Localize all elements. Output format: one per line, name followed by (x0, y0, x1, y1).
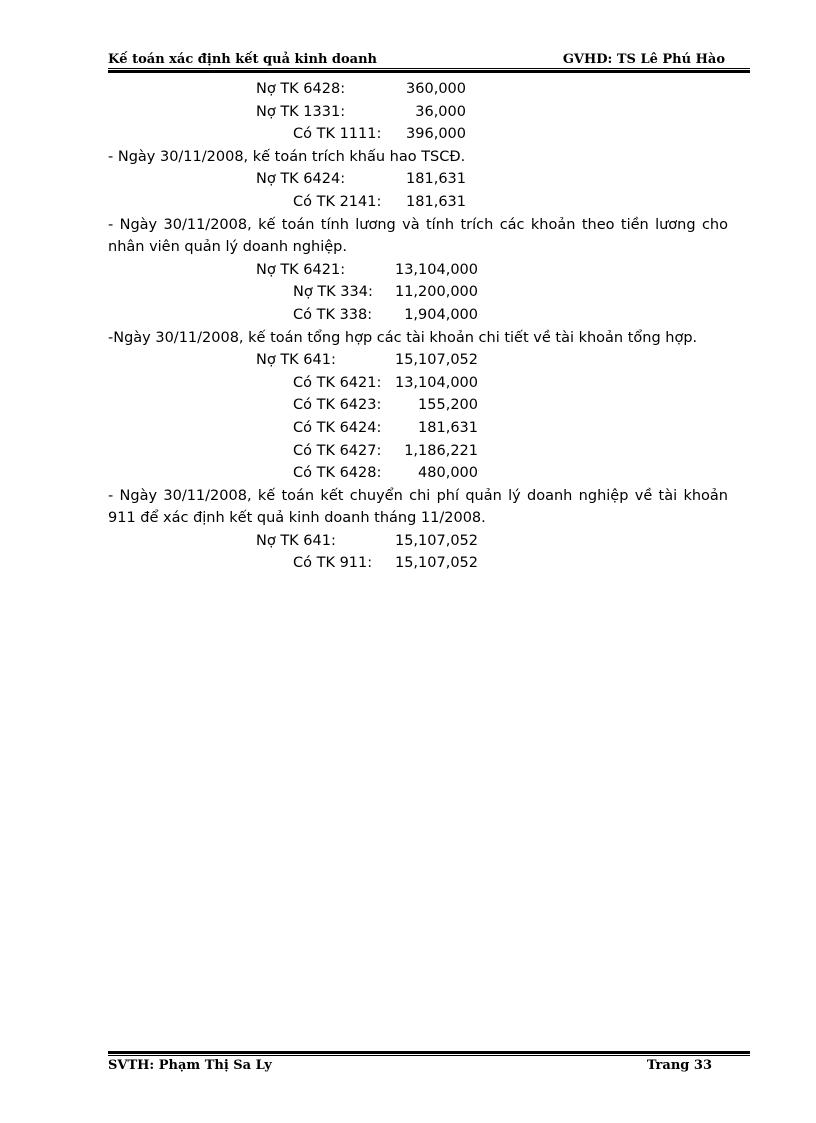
entry-amount: 13,104,000 (394, 261, 478, 278)
entry-account: Nợ TK 1331: (256, 103, 346, 120)
entry-amount: 181,631 (406, 171, 466, 188)
header-title: Kế toán xác định kết quả kinh doanh (108, 52, 378, 67)
entry-account: Có TK 338: (293, 306, 373, 323)
header-rule-thick (108, 70, 750, 73)
paragraph-line: - Ngày 30/11/2008, kế toán trích khấu hao TSCĐ. (108, 148, 466, 165)
entry-amount: 360,000 (406, 81, 466, 97)
entry-amount: 155,200 (418, 397, 478, 414)
journal-entry (108, 440, 728, 463)
journal-entry (108, 259, 728, 282)
entry-account: Có TK 1111: (293, 126, 382, 143)
entry-amount: 181,631 (406, 193, 466, 210)
journal-entry (108, 552, 728, 575)
entry-amount: 15,107,052 (394, 352, 478, 369)
entry-account: Nợ TK 6428: (256, 81, 346, 97)
page-body (108, 78, 728, 575)
entry-account: Nợ TK 641: (256, 532, 336, 549)
footer-rule-thin (108, 1055, 750, 1056)
entry-amount: 480,000 (418, 465, 478, 482)
entry-account: Nợ TK 641: (256, 352, 336, 369)
journal-entry (108, 101, 728, 124)
entry-account: Nợ TK 6421: (256, 261, 346, 278)
footer-page-number: Trang 33 (646, 1058, 712, 1073)
entry-account: Có TK 6424: (293, 419, 382, 436)
journal-entry (108, 78, 728, 101)
journal-entry (108, 394, 728, 417)
journal-entry (108, 191, 728, 214)
entry-amount: 396,000 (406, 126, 466, 143)
entry-account: Có TK 6427: (293, 442, 382, 459)
journal-entry (108, 168, 728, 191)
paragraph-line: -Ngày 30/11/2008, kế toán tổng hợp các tài khoản chi tiết về tài khoản tổng hợp. (108, 329, 698, 346)
journal-entry (108, 530, 728, 553)
footer-student: SVTH: Phạm Thị Sa Ly (108, 1058, 272, 1073)
entry-amount: 15,107,052 (394, 532, 478, 549)
entry-amount: 11,200,000 (394, 284, 478, 301)
header-rule-thin (108, 68, 750, 69)
paragraph-line: 911 để xác định kết quả kinh doanh tháng 11/2008. (108, 510, 486, 527)
entry-account: Có TK 911: (293, 555, 373, 572)
entry-account: Có TK 6428: (293, 465, 382, 482)
journal-entry (108, 281, 728, 304)
entry-account: Có TK 6423: (293, 397, 382, 414)
header-advisor: GVHD: TS Lê Phú Hào (562, 52, 725, 67)
entry-amount: 1,186,221 (404, 442, 478, 459)
journal-entry (108, 123, 728, 146)
footer-rule-thick (108, 1051, 750, 1054)
entry-amount: 36,000 (415, 103, 466, 120)
journal-entry (108, 372, 728, 395)
journal-entry (108, 304, 728, 327)
paragraph-line: - Ngày 30/11/2008, kế toán tính lương và tính trích các khoản theo tiền lương cho (108, 216, 728, 233)
entry-account: Nợ TK 334: (293, 284, 373, 301)
journal-entry (108, 462, 728, 485)
entry-amount: 15,107,052 (394, 555, 478, 572)
journal-entry (108, 417, 728, 440)
paragraph-line: - Ngày 30/11/2008, kế toán kết chuyển chi phí quản lý doanh nghiệp về tài khoản (108, 487, 728, 504)
paragraph-line: nhân viên quản lý doanh nghiệp. (108, 239, 347, 256)
entry-account: Có TK 6421: (293, 374, 382, 391)
entry-amount: 13,104,000 (394, 374, 478, 391)
entry-amount: 181,631 (418, 419, 478, 436)
entry-account: Có TK 2141: (293, 193, 382, 210)
entry-amount: 1,904,000 (404, 306, 478, 323)
entry-account: Nợ TK 6424: (256, 171, 346, 188)
journal-entry (108, 349, 728, 372)
